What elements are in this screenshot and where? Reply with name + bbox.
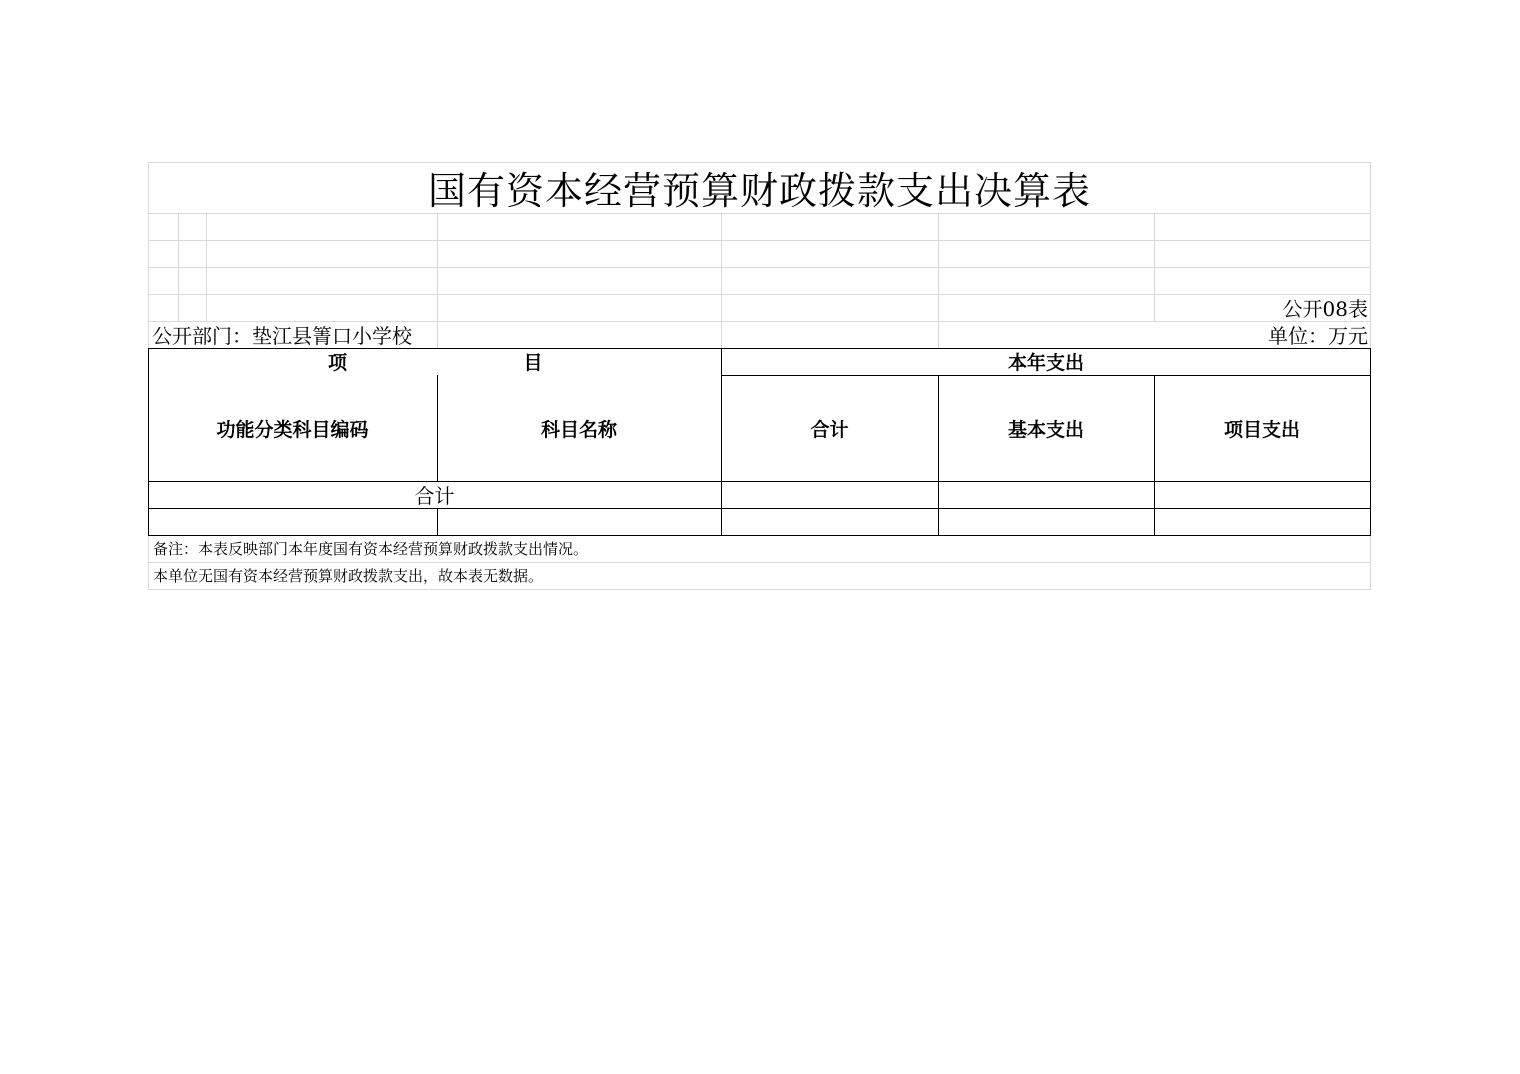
column-header-code: 功能分类科目编码: [216, 418, 369, 441]
gridline: [178, 213, 179, 321]
column-header-project-expense: 项目支出: [1223, 418, 1300, 441]
gridline: [206, 213, 207, 321]
gridline: [938, 213, 939, 349]
total-row-label: 合计: [414, 484, 455, 508]
data-row-total: [721, 508, 938, 535]
data-row-code: [148, 508, 437, 535]
total-row-project: [1154, 481, 1370, 508]
column-header-total: 合计: [810, 418, 849, 441]
header-item-right: 目: [523, 352, 543, 374]
table-border: [1370, 348, 1371, 536]
gridline: [148, 267, 1371, 268]
table-code: 公开08表: [1282, 297, 1368, 321]
header-current-year-expense: 本年支出: [1007, 352, 1084, 374]
column-header-name: 科目名称: [540, 418, 617, 441]
gridline: [721, 213, 722, 349]
note-line-1: 备注：本表反映部门本年度国有资本经营预算财政拨款支出情况。: [153, 540, 589, 558]
total-row-basic: [938, 481, 1154, 508]
column-header-basic-expense: 基本支出: [1007, 418, 1084, 441]
gridline: [148, 240, 1371, 241]
header-item-left: 项: [327, 352, 347, 374]
department-label: 公开部门：垫江县箐口小学校: [152, 324, 412, 348]
note-line-2: 本单位无国有资本经营预算财政拨款支出，故本表无数据。: [153, 567, 544, 585]
data-row-basic: [938, 508, 1154, 535]
page-title: 国有资本经营预算财政拨款支出决算表: [427, 169, 1091, 213]
total-row-total: [721, 481, 938, 508]
gridline: [148, 589, 1371, 590]
budget-sheet: [148, 162, 1371, 590]
unit-label: 单位：万元: [1268, 324, 1368, 348]
gridline: [148, 213, 1371, 214]
data-row-name: [437, 508, 721, 535]
data-row-project: [1154, 508, 1370, 535]
